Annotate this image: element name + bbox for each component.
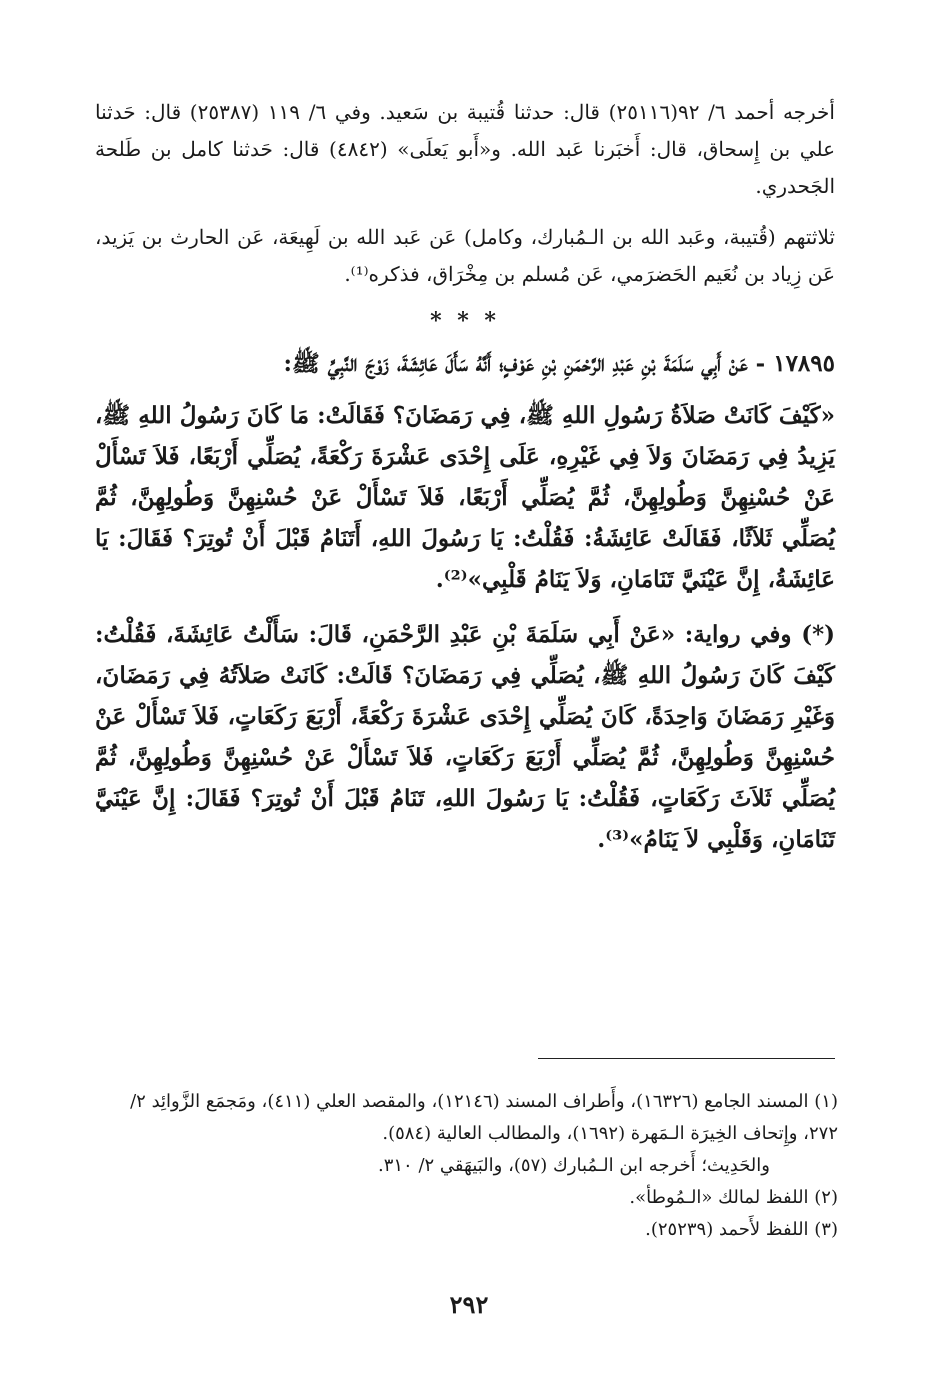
footnote-1-continued: والحَدِيث؛ أَخرجه ابن الـمُبارك (٥٧)، والبَيهَقي ٢/ ٣١٠. — [377, 1155, 770, 1176]
footnote-3: (٣) اللفظ لأَحمد (٢٥٢٣٩). — [645, 1219, 838, 1240]
hadith-heading: ١٧٨٩٥ - عَنْ أَبِي سَلَمَةَ بْنِ عَبْدِ الرَّحْمَنِ بْنِ عَوْفٍ؛ أَنَّهُ سَأَلَ عَائِشَةَ، زَوْجَ النَّبِيِّ ﷺ: — [283, 350, 835, 377]
source-paragraph: أخرجه أحمد ٦/ ٩٢(٢٥١١٦) قال: حدثنا قُتيبة بن سَعيد. وفي ٦/ ١١٩ (٢٥٣٨٧) قال: حَدثنا علي بن إِسحاق، قال: أَخبَرنا عَبد الله. و«أَبو يَعلَى» (٤٨٤٢) قال: حَدثنا كامل بن طَلحة الجَحدري. — [95, 100, 836, 198]
footnotes — [90, 1086, 838, 1246]
variant-narration: (*) وفي رواية: «عَنْ أَبِي سَلَمَةَ بْنِ عَبْدِ الرَّحْمَنِ، قَالَ: سَأَلْتُ عَائِشَةَ، فَقُلْتُ: كَيْفَ كَانَ رَسُولُ اللهِ ﷺ، يُصَلِّي فِي رَمَضَانَ؟ قَالَتْ: كَانَتْ صَلاَتُهُ فِي رَمَضَانَ، وَغَيْرِ رَمَضَانَ وَاحِدَةً، كَانَ يُصَلِّي إِحْدَى عَشْرَةَ رَكْعَةً، أَرْبَعَ رَكَعَاتٍ، فَلاَ تَسْأَلْ عَنْ حُسْنِهِنَّ وَطُولِهِنَّ، ثُمَّ يُصَلِّي أَرْبَعَ رَكَعَاتٍ، فَلاَ تَسْأَلْ عَنْ حُسْنِهِنَّ وَطُولِهِنَّ، ثُمَّ يُصَلِّي ثَلاَثَ رَكَعَاتٍ، فَقُلْتُ: يَا رَسُولَ اللهِ، تَنَامُ قَبْلَ أَنْ تُوتِرَ؟ فَقَالَ: إِنَّ عَيْنَيَّ تَنَامَانِ، وَقَلْبِي لاَ يَنَامُ»⁽³⁾. — [95, 621, 835, 853]
main-text — [95, 94, 835, 874]
footnote-divider — [538, 1058, 835, 1059]
section-separator: * * * — [430, 308, 500, 334]
page-number: ٢٩٢ — [449, 1290, 489, 1319]
footnote-1: (١) المسند الجامع (١٦٣٢٦)، وأَطراف المسند (١٢١٤٦)، والمقصد العلي (٤١١)، ومَجمَع الزَّوائِد ٢/ ٢٧٢، وإِتحاف الخِيرَة الـمَهرة (١٦٩٢)، والمطالب العالية (٥٨٤). — [130, 1091, 838, 1144]
footnote-2: (٢) اللفظ لمالك «الـمُوطأ». — [629, 1187, 838, 1208]
hadith-text: «كَيْفَ كَانَتْ صَلاَةُ رَسُولِ اللهِ ﷺ، فِي رَمَضَانَ؟ فَقَالَتْ: مَا كَانَ رَسُولُ اللهِ ﷺ، يَزِيدُ فِي رَمَضَانَ وَلاَ فِي غَيْرِهِ، عَلَى إِحْدَى عَشْرَةَ رَكْعَةً، يُصَلِّي أَرْبَعًا، فَلاَ تَسْأَلْ عَنْ حُسْنِهِنَّ وَطُولِهِنَّ، ثُمَّ يُصَلِّي أَرْبَعًا، فَلاَ تَسْأَلْ عَنْ حُسْنِهِنَّ وَطُولِهِنَّ، ثُمَّ يُصَلِّي ثَلاَثًا، فَقَالَتْ عَائِشَةُ: فَقُلْتُ: يَا رَسُولَ اللهِ، أَتَنَامُ قَبْلَ أَنْ تُوتِرَ؟ فَقَالَ: يَا عَائِشَةُ، إِنَّ عَيْنَيَّ تَنَامَانِ، وَلاَ يَنَامُ قَلْبِي»⁽²⁾. — [95, 402, 835, 593]
chain-paragraph: ثلاثتهم (قُتيبة، وعَبد الله بن الـمُبارك، وكامل) عَن عَبد الله بن لَهِيعَة، عَن الحارث بن يَزيد، عَن زِياد بن نُعَيم الحَضرَمي، عَن مُسلم بن مِخْرَاق، فذكره⁽¹⁾. — [95, 225, 835, 286]
